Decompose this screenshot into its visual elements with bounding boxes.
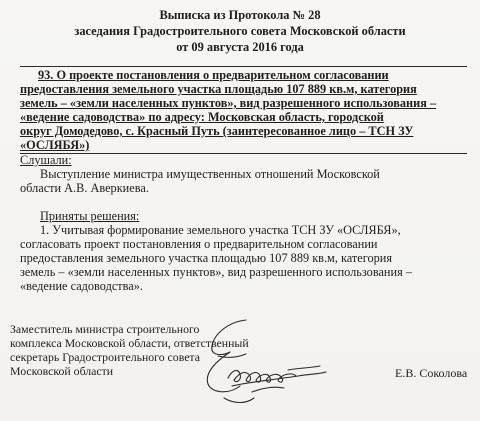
handwritten-signature [188,312,338,412]
agenda-line-4: «ведение садоводства» по адресу: Московская область, городской [20,110,384,124]
agenda-line-3: земель – «земли населенных пунктов», вид разрешенного использования – [20,96,437,110]
agenda-line-2: предоставления земельного участка площадью 107 889 кв.м, категория [20,82,417,96]
heard-line-1: Выступление министра имущественных отношений Московской [40,167,380,181]
signatory-line-1: Заместитель министра строительного [10,322,200,336]
heard-line-2: области А.В. Аверкиева. [20,181,149,195]
header-title: Выписка из Протокола № 28 [159,8,321,22]
agenda-line-6: «ОСЛЯБЯ») [20,138,90,152]
signatory-name: Е.В. Соколова [395,366,468,380]
signatory-line-3: секретарь Градостроительного совета [10,350,200,364]
signatory-line-4: Московской области [10,364,114,378]
decision-line-3: предоставления земельного участка площадью 107 889 кв.м, категория [20,251,393,265]
decision-line-2: согласовать проект постановления о предварительном согласовании [20,237,378,251]
agenda-line-1: 93. О проекте постановления о предварительном согласовании [38,68,389,82]
heard-label: Слушали: [20,153,72,167]
document-header [60,7,420,55]
decision-line-4: земель – «земли населенных пунктов», вид разрешенного использования – [20,265,412,279]
agenda-line-5: округ Домодедово, с. Красный Путь (заинтересованное лицо – ТСН ЗУ [20,124,414,138]
agenda-item [20,66,467,154]
decision-line-1: 1. Учитывая формирование земельного участка ТСН ЗУ «ОСЛЯБЯ», [40,223,401,237]
header-date: от 09 августа 2016 года [176,40,304,54]
signatory-line-2: комплекса Московской области, ответственный [10,336,249,350]
header-subtitle: заседания Градостроительного совета Московской области [74,24,406,38]
decision-label: Приняты решения: [40,209,140,223]
decision-line-5: «ведение садоводства». [20,279,143,293]
